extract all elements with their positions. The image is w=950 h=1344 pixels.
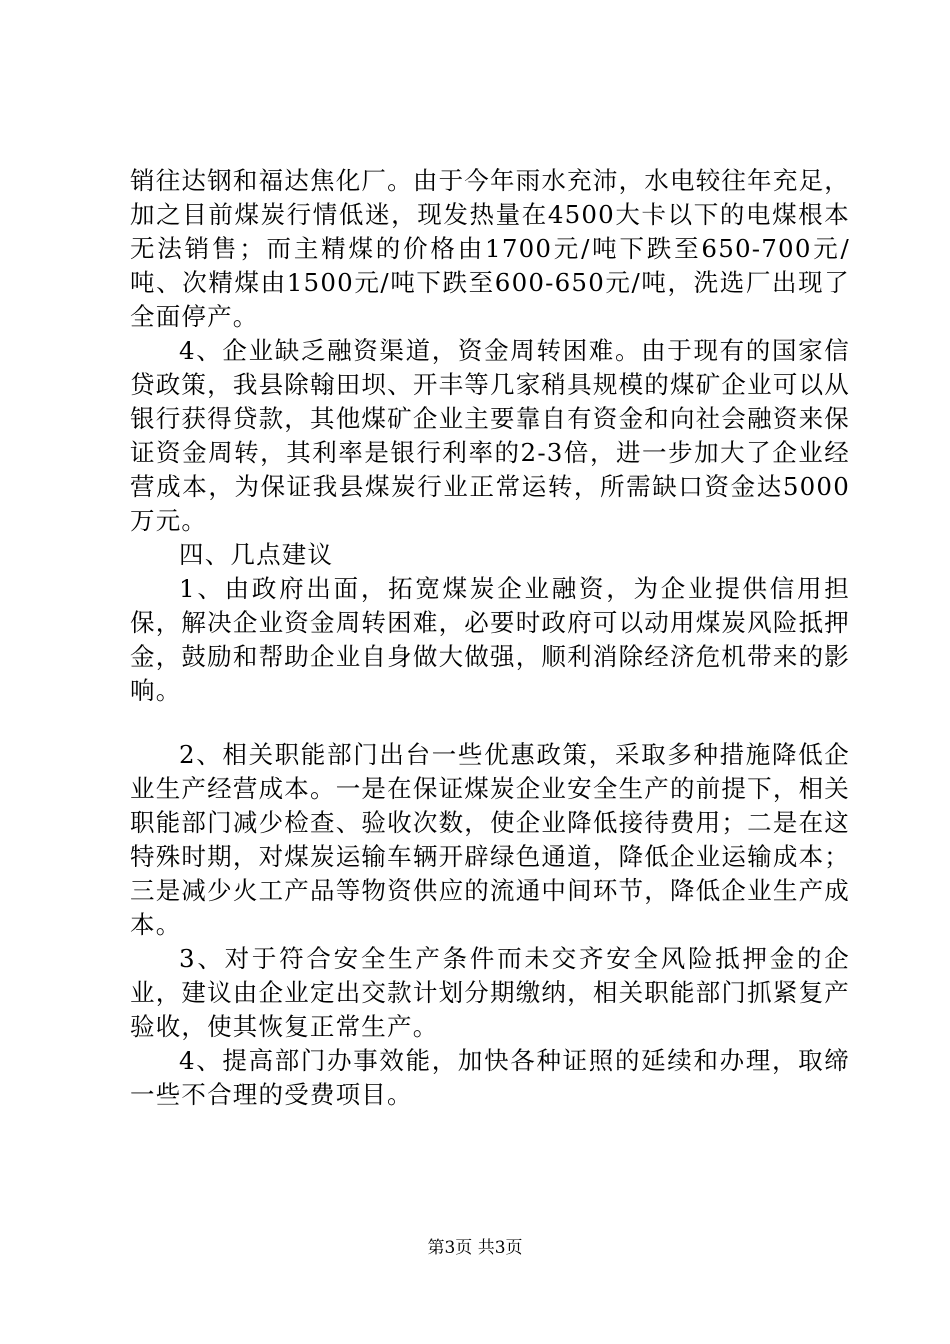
paragraph-suggestion-2: 2、相关职能部门出台一些优惠政策，采取多种措施降低企业生产经营成本。一是在保证煤炭企业安全生产的前提下，相关职能部门减少检查、验收次数，使企业降低接待费用；二是在这特殊时期，对煤炭运输车辆开辟绿色通道，降低企业运输成本；三是减少火工产品等物资供应的流通中间环节，降低企业生产成本。 <box>130 740 850 939</box>
paragraph-suggestion-3: 3、对于符合安全生产条件而未交齐安全风险抵押金的企业，建议由企业定出交款计划分期缴纳，相关职能部门抓紧复产验收，使其恢复正常生产。 <box>130 944 850 1041</box>
paragraph-suggestion-1: 1、由政府出面，拓宽煤炭企业融资，为企业提供信用担保，解决企业资金周转困难，必要时政府可以动用煤炭风险抵押金，鼓励和帮助企业自身做大做强，顺利消除经济危机带来的影响。 <box>130 574 850 705</box>
paragraph-financing-difficulty: 4、企业缺乏融资渠道，资金周转困难。由于现有的国家信贷政策，我县除翰田坝、开丰等几家稍具规模的煤矿企业可以从银行获得贷款，其他煤矿企业主要靠自有资金和向社会融资来保证资金周转，其利率是银行利率的2-3倍，进一步加大了企业经营成本，为保证我县煤炭行业正常运转，所需缺口资金达5000万元。 <box>130 336 850 535</box>
paragraph-continued-coal-sales: 销往达钢和福达焦化厂。由于今年雨水充沛，水电较往年充足，加之目前煤炭行情低迷，现发热量在4500大卡以下的电煤根本无法销售；而主精煤的价格由1700元/吨下跌至650-700元/吨、次精煤由1500元/吨下跌至600-650元/吨，洗选厂出现了全面停产。 <box>130 166 850 331</box>
page-number-footer: 第3页 共3页 <box>427 1238 523 1258</box>
paragraph-suggestion-4: 4、提高部门办事效能，加快各种证照的延续和办理，取缔一些不合理的受费项目。 <box>130 1046 850 1109</box>
document-body <box>130 164 850 1112</box>
section-heading-suggestions: 四、几点建议 <box>179 540 334 569</box>
